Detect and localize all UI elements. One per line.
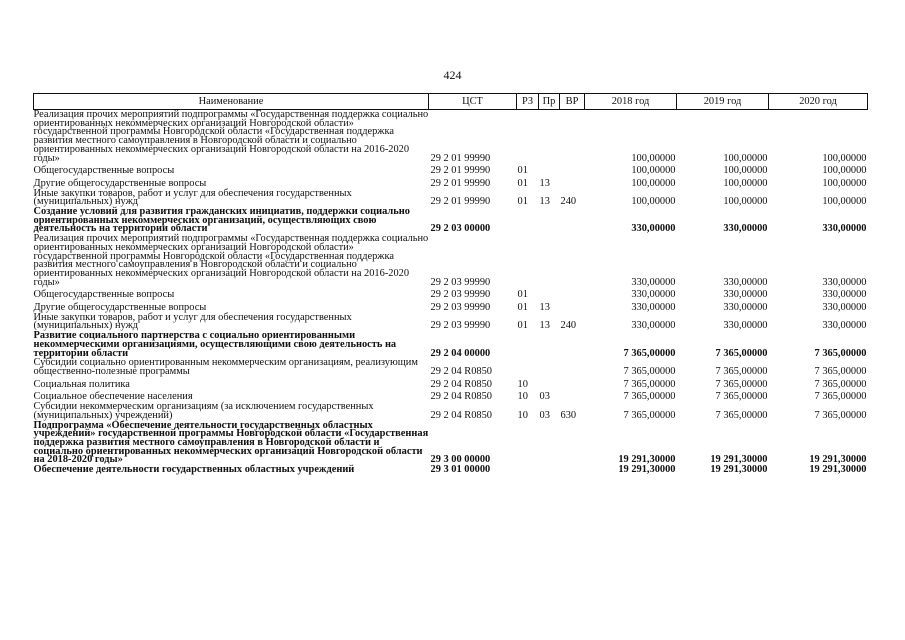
row-2020: 7 365,00000: [814, 347, 867, 359]
row-pr: 03: [539, 409, 550, 421]
row-2019: 7 365,00000: [715, 378, 768, 390]
row-2019: 330,00000: [723, 276, 768, 288]
row-2019: 100,00000: [723, 196, 768, 208]
table-header-row: [34, 94, 868, 110]
row-rz: 10: [517, 391, 528, 403]
row-2019: 7 365,00000: [715, 347, 768, 359]
row-2018: 7 365,00000: [623, 347, 676, 359]
row-pr: [539, 207, 560, 234]
row-2018: 7 365,00000: [623, 391, 676, 403]
row-name: Субсидии некоммерческим организациям (за исключением государственных (муниципальных) учреждений): [33, 401, 374, 421]
header-2018: 2018 год: [585, 94, 677, 110]
row-pr: 13: [539, 196, 550, 208]
header-pr: Пр: [539, 94, 560, 110]
row-cst: 29 2 01 99990: [430, 177, 491, 189]
row-rz: 10: [517, 409, 528, 421]
row-rz: 01: [517, 165, 528, 177]
row-cst: 29 2 03 99990: [430, 276, 491, 288]
row-rz: [517, 358, 539, 376]
row-2018: 330,00000: [631, 223, 676, 235]
row-rz: [517, 207, 539, 234]
row-pr: [539, 234, 560, 287]
row-2018: 330,00000: [631, 320, 676, 332]
table-body: [34, 110, 868, 475]
table-row: [34, 313, 868, 331]
row-vr: 240: [560, 196, 577, 208]
row-vr: [560, 300, 585, 313]
row-cst: 29 2 03 99990: [430, 320, 491, 332]
row-rz: 01: [517, 320, 528, 332]
row-2018: 100,00000: [631, 152, 676, 164]
row-vr: [560, 176, 585, 189]
row-name: Создание условий для развития гражданских инициатив, поддержки социально ориентированных некоммерческих организаций, осуществляющих свою деятельность на территории области: [33, 206, 410, 235]
row-name: Субсидии социально ориентированным некоммерческим организациям, реализующим общественно-полезные программы: [33, 357, 418, 377]
row-pr: [539, 163, 560, 176]
row-2020: 7 365,00000: [814, 409, 867, 421]
row-rz: [517, 234, 539, 287]
row-cst: 29 2 01 99990: [430, 165, 491, 177]
row-vr: 240: [560, 320, 577, 332]
row-rz: [517, 465, 539, 475]
row-2019: 330,00000: [723, 320, 768, 332]
row-cst: 29 2 01 99990: [430, 152, 491, 164]
row-name: Общегосударственные вопросы: [33, 289, 175, 301]
row-2019: 330,00000: [723, 302, 768, 314]
row-vr: [560, 163, 585, 176]
row-cst: 29 2 03 00000: [430, 223, 491, 235]
row-vr: [560, 287, 585, 300]
row-2018: 330,00000: [631, 276, 676, 288]
row-2018: 100,00000: [631, 196, 676, 208]
row-pr: 13: [539, 302, 550, 314]
row-name: Социальное обеспечение населения: [33, 391, 193, 403]
header-name: Наименование: [34, 94, 429, 110]
row-2019: 7 365,00000: [715, 409, 768, 421]
row-rz: 01: [517, 302, 528, 314]
row-2020: 100,00000: [822, 152, 867, 164]
row-cst: 29 2 03 99990: [430, 302, 491, 314]
row-rz: 01: [517, 289, 528, 301]
row-2019: 330,00000: [723, 223, 768, 235]
row-rz: 01: [517, 196, 528, 208]
row-name: Подпрограмма «Обеспечение деятельности государственных областных учреждений» государственной программы Новгородской области «Государственная поддержка развития местного самоуправления в Новгородской области и социально ориентированных некоммерческих организаций Новгородской области на 2018-2020 годы»: [33, 419, 429, 466]
row-2020: 100,00000: [822, 177, 867, 189]
row-vr: [560, 389, 585, 402]
row-cst: 29 2 03 99990: [430, 289, 491, 301]
row-2020: 330,00000: [822, 289, 867, 301]
row-pr: [539, 421, 560, 466]
row-2019: 100,00000: [723, 177, 768, 189]
table-row: [34, 358, 868, 376]
row-2018: 7 365,00000: [623, 409, 676, 421]
row-pr: [539, 287, 560, 300]
row-cst: 29 2 04 R0850: [430, 391, 492, 403]
row-vr: [560, 110, 585, 164]
row-2020: 330,00000: [822, 302, 867, 314]
table-row: [34, 465, 868, 475]
row-2020: 330,00000: [822, 320, 867, 332]
header-rz: РЗ: [517, 94, 539, 110]
row-2019: 330,00000: [723, 289, 768, 301]
row-vr: [560, 377, 585, 390]
row-2019: 100,00000: [723, 152, 768, 164]
table-row: [34, 331, 868, 358]
row-2019: 19 291,30000: [710, 454, 768, 466]
row-2018: 100,00000: [631, 165, 676, 177]
table-row: [34, 110, 868, 164]
row-pr: 03: [539, 391, 550, 403]
row-2020: 7 365,00000: [814, 391, 867, 403]
header-vr: ВР: [560, 94, 585, 110]
row-2018: 19 291,30000: [618, 464, 676, 476]
row-cst: 29 2 04 R0850: [430, 365, 492, 377]
row-vr: [560, 207, 585, 234]
row-name: Развитие социального партнерства с социально ориентированными некоммерческими организациями, осуществляющими свою деятельность на территории области: [33, 330, 397, 359]
row-rz: 10: [517, 378, 528, 390]
row-vr: 630: [560, 409, 577, 421]
row-pr: [539, 358, 560, 376]
row-name: Иные закупки товаров, работ и услуг для обеспечения государственных (муниципальных) нужд: [33, 187, 352, 208]
row-2018: 330,00000: [631, 289, 676, 301]
budget-table: [33, 93, 868, 475]
header-2019: 2019 год: [677, 94, 769, 110]
table-row: [34, 287, 868, 300]
row-pr: [539, 331, 560, 358]
row-name: Иные закупки товаров, работ и услуг для обеспечения государственных (муниципальных) нужд: [33, 311, 352, 332]
row-cst: 29 3 00 00000: [430, 454, 491, 466]
row-name: Обеспечение деятельности государственных областных учреждений: [33, 464, 355, 476]
row-name: Социальная политика: [33, 378, 130, 390]
row-2019: 7 365,00000: [715, 365, 768, 377]
table-row: [34, 421, 868, 466]
row-vr: [560, 465, 585, 475]
row-vr: [560, 421, 585, 466]
row-name: Другие общегосударственные вопросы: [33, 302, 207, 314]
row-2018: 100,00000: [631, 177, 676, 189]
table-row: [34, 163, 868, 176]
table-row: [34, 300, 868, 313]
row-pr: 13: [539, 177, 550, 189]
header-2020: 2020 год: [769, 94, 868, 110]
header-cst: ЦСТ: [429, 94, 517, 110]
row-2019: 7 365,00000: [715, 391, 768, 403]
row-2020: 330,00000: [822, 223, 867, 235]
table-row: [34, 377, 868, 390]
row-2018: 330,00000: [631, 302, 676, 314]
row-pr: [539, 465, 560, 475]
row-2020: 19 291,30000: [809, 454, 867, 466]
row-rz: 01: [517, 177, 528, 189]
row-2018: 7 365,00000: [623, 378, 676, 390]
row-cst: 29 2 04 00000: [430, 347, 491, 359]
row-rz: [517, 331, 539, 358]
table-row: [34, 176, 868, 189]
row-cst: 29 2 04 R0850: [430, 409, 492, 421]
row-vr: [560, 358, 585, 376]
table-row: [34, 189, 868, 207]
row-2020: 7 365,00000: [814, 378, 867, 390]
table-row: [34, 402, 868, 420]
row-2020: 330,00000: [822, 276, 867, 288]
row-2020: 19 291,30000: [809, 464, 867, 476]
row-cst: 29 2 01 99990: [430, 196, 491, 208]
row-cst: 29 3 01 00000: [430, 464, 491, 476]
row-name: Реализация прочих мероприятий подпрограммы «Государственная поддержка социально ориентированных некоммерческих организаций Новгородской области» государственной программы Новгородской области «Государственная поддержка развития местного самоуправления в Новгородской области и социально ориентированных некоммерческих организаций Новгородской области на 2016-2020 годы»: [33, 233, 429, 288]
row-2018: 7 365,00000: [623, 365, 676, 377]
row-vr: [560, 234, 585, 287]
table-row: [34, 207, 868, 234]
row-rz: [517, 110, 539, 164]
row-pr: [539, 377, 560, 390]
row-vr: [560, 331, 585, 358]
row-name: Другие общегосударственные вопросы: [33, 177, 207, 189]
table-row: [34, 234, 868, 287]
row-2020: 100,00000: [822, 165, 867, 177]
row-rz: [517, 421, 539, 466]
row-cst: 29 2 04 R0850: [430, 378, 492, 390]
row-name: Реализация прочих мероприятий подпрограммы «Государственная поддержка социально ориентированных некоммерческих организаций Новгородской области» государственной программы Новгородской области «Государственная поддержка развития местного самоуправления в Новгородской области и социально ориентированных некоммерческих организаций Новгородской области на 2016-2020 годы»: [33, 109, 429, 164]
row-name: Общегосударственные вопросы: [33, 165, 175, 177]
row-pr: 13: [539, 320, 550, 332]
row-2018: 19 291,30000: [618, 454, 676, 466]
row-2019: 19 291,30000: [710, 464, 768, 476]
row-2020: 7 365,00000: [814, 365, 867, 377]
row-2019: 100,00000: [723, 165, 768, 177]
row-2020: 100,00000: [822, 196, 867, 208]
row-pr: [539, 110, 560, 164]
page-number: 424: [443, 68, 462, 82]
